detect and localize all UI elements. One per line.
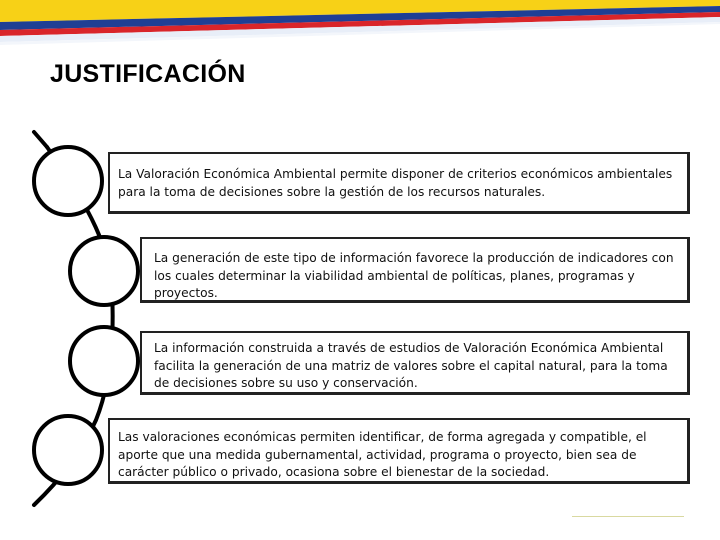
bullet-circle-1 xyxy=(32,145,104,217)
justification-item-4: Las valoraciones económicas permiten identificar, de forma agregada y compatible, el aporte que una medida gubernamental, actividad, programa o proyecto, bien sea de carácter público o privado, ocasiona sobre el bienestar de la sociedad. xyxy=(108,418,690,484)
justification-item-2: La generación de este tipo de información favorece la producción de indicadores con los cuales determinar la viabilidad ambiental de políticas, planes, programas y proyectos. xyxy=(140,237,690,303)
bullet-circle-2 xyxy=(68,235,140,307)
justification-item-3: La información construida a través de estudios de Valoración Económica Ambiental facilita la generación de una matriz de valores sobre el capital natural, para la toma de decisiones sobre su uso y conservación. xyxy=(140,331,690,395)
bullet-circle-4 xyxy=(32,414,104,486)
justification-item-1: La Valoración Económica Ambiental permite disponer de criterios económicos ambientales para la toma de decisiones sobre la gestión de los recursos naturales. xyxy=(108,152,690,214)
footer-divider-line xyxy=(572,516,684,517)
slide-title: JUSTIFICACIÓN xyxy=(50,60,246,88)
bullet-circle-3 xyxy=(68,325,140,397)
